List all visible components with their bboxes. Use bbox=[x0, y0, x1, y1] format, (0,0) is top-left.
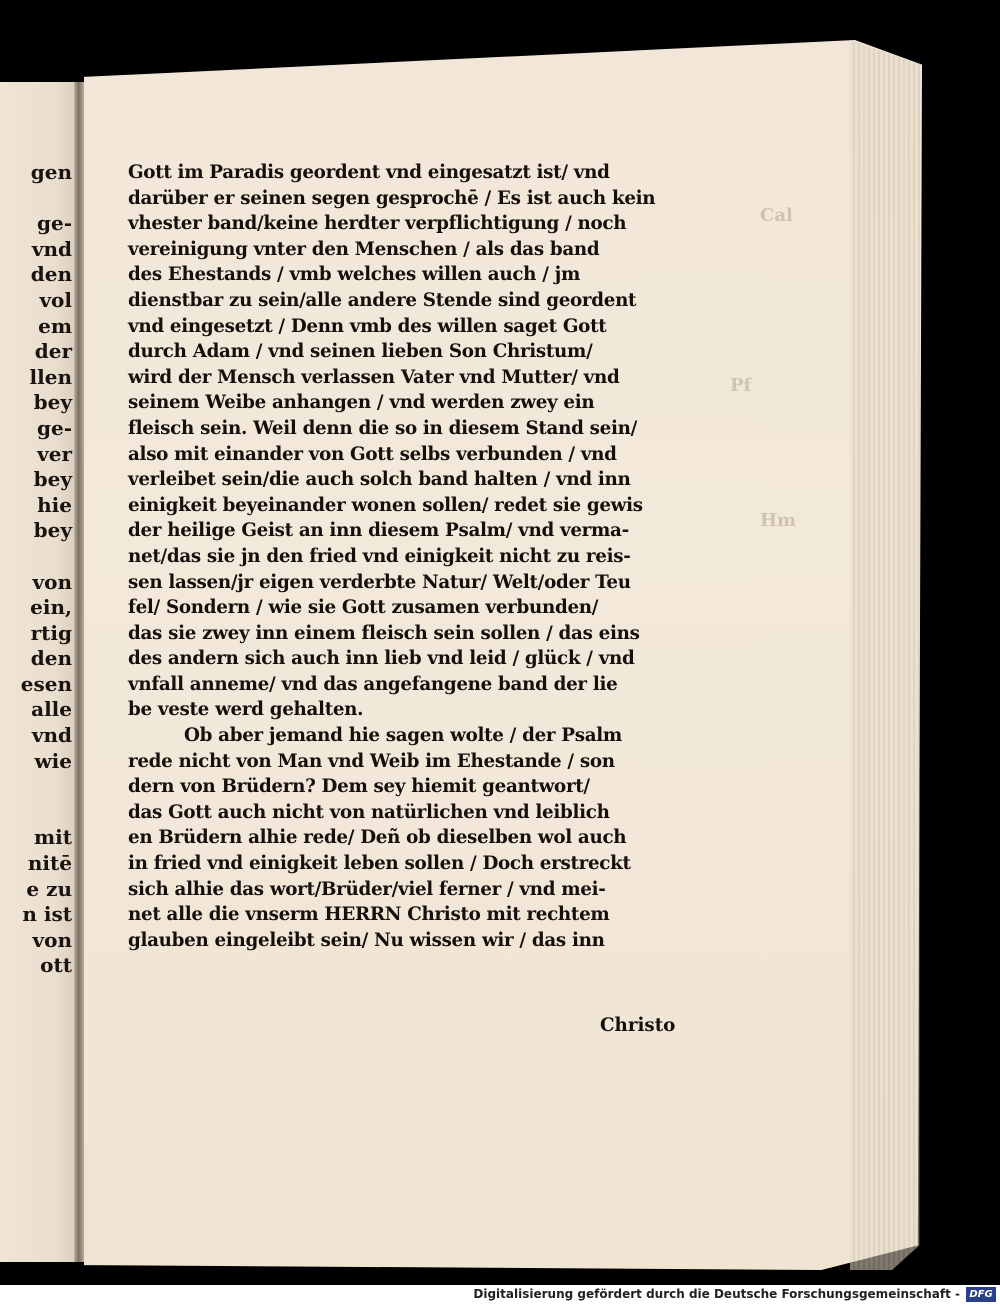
text-line: seinem Weibe anhangen / vnd werden zwey ein bbox=[128, 392, 595, 414]
text-line: des Ehestands / vmb welches willen auch / jm bbox=[128, 264, 580, 286]
text-line: rede nicht von Man vnd Weib im Ehestande / son bbox=[128, 750, 615, 772]
left-page-line bbox=[2, 186, 72, 212]
left-page-line: ott bbox=[40, 953, 72, 978]
left-page-line bbox=[2, 800, 72, 826]
text-line: in fried vnd einigkeit leben sollen / Doch erstreckt bbox=[128, 853, 631, 875]
left-page-line: bey bbox=[33, 390, 72, 415]
left-page-line: nitē bbox=[27, 851, 72, 876]
text-line: durch Adam / vnd seinen lieben Son Christum/ bbox=[128, 341, 593, 363]
left-page-line bbox=[2, 544, 72, 570]
left-page-line: esen bbox=[20, 671, 72, 696]
left-page-line: wie bbox=[34, 748, 72, 773]
left-page-line: ein, bbox=[30, 595, 72, 620]
text-line: der heilige Geist an inn diesem Psalm/ vnd verma- bbox=[128, 520, 629, 542]
text-line: vnd eingesetzt / Denn vmb des willen saget Gott bbox=[128, 315, 607, 337]
text-line: sen lassen/jr eigen verderbte Natur/ Welt/oder Teu bbox=[128, 571, 631, 593]
book-gutter bbox=[74, 82, 84, 1262]
left-page-line: vnd bbox=[31, 723, 72, 748]
text-line: net alle die vnserm HERRN Christo mit rechtem bbox=[128, 904, 610, 926]
left-page-line: von bbox=[32, 569, 72, 594]
left-page-line: bey bbox=[33, 467, 72, 492]
left-page-line: llen bbox=[29, 364, 72, 389]
left-page-line: den bbox=[30, 262, 72, 287]
text-line: net/das sie jn den fried vnd einigkeit nicht zu reis- bbox=[128, 545, 631, 567]
text-line: also mit einander von Gott selbs verbunden / vnd bbox=[128, 443, 617, 465]
left-page-line: vol bbox=[39, 287, 72, 312]
show-through-text: Cal bbox=[760, 205, 793, 226]
left-page-line: hie bbox=[37, 492, 72, 517]
text-line: einigkeit beyeinander wonen sollen/ redet sie gewis bbox=[128, 494, 643, 516]
text-line: glauben eingeleibt sein/ Nu wissen wir / das inn bbox=[128, 929, 605, 951]
left-page-line: ge- bbox=[36, 211, 72, 236]
left-page-line: ge- bbox=[36, 415, 72, 440]
text-line: verleibet sein/die auch solch band halten / vnd inn bbox=[128, 469, 631, 491]
text-line: dienstbar zu sein/alle andere Stende sind geordent bbox=[128, 289, 637, 311]
left-page-line bbox=[2, 774, 72, 800]
text-line: fel/ Sondern / wie sie Gott zusamen verbunden/ bbox=[128, 597, 599, 619]
left-page-line: ver bbox=[37, 441, 72, 466]
text-line: des andern sich auch inn lieb vnd leid / glück / vnd bbox=[128, 648, 635, 670]
left-page-line: e zu bbox=[26, 876, 72, 901]
text-line: en Brüdern alhie rede/ Deñ ob dieselben wol auch bbox=[128, 827, 627, 849]
show-through-text: Hm bbox=[760, 510, 797, 531]
text-line: vnfall anneme/ vnd das angefangene band der lie bbox=[128, 673, 618, 695]
body-text bbox=[128, 160, 706, 953]
left-page-line: rtig bbox=[30, 620, 72, 645]
left-page-line: bey bbox=[33, 518, 72, 543]
text-line: dern von Brüdern? Dem sey hiemit geantwort/ bbox=[128, 776, 590, 798]
left-page-line: alle bbox=[31, 697, 72, 722]
text-line: darüber er seinen segen gesprochē / Es ist auch kein bbox=[128, 187, 656, 209]
text-line: fleisch sein. Weil denn die so in diesem Stand sein/ bbox=[128, 417, 637, 439]
text-line: vhester band/keine herdter verpflichtigung / noch bbox=[128, 213, 627, 235]
left-page-line: von bbox=[32, 927, 72, 952]
text-line: wird der Mensch verlassen Vater vnd Mutter/ vnd bbox=[128, 366, 620, 388]
text-line: Gott im Paradis geordent vnd eingesatzt ist/ vnd bbox=[128, 162, 610, 183]
show-through-text: Pf bbox=[730, 375, 752, 396]
left-page-line: den bbox=[30, 646, 72, 671]
text-line: Ob aber jemand hie sagen wolte / der Psalm bbox=[184, 725, 622, 747]
text-line: das sie zwey inn einem fleisch sein sollen / das eins bbox=[128, 622, 640, 644]
left-page-text bbox=[2, 160, 72, 979]
footer-credit: Digitalisierung gefördert durch die Deutsche Forschungsgemeinschaft - bbox=[473, 1287, 960, 1301]
left-page-line: n ist bbox=[22, 902, 72, 927]
dfg-logo: DFG bbox=[966, 1287, 996, 1302]
left-page-line: der bbox=[34, 339, 72, 364]
text-line: das Gott auch nicht von natürlichen vnd leiblich bbox=[128, 801, 610, 823]
left-page-line: em bbox=[38, 313, 72, 338]
left-page-line: vnd bbox=[31, 236, 72, 261]
digitization-footer bbox=[0, 1285, 1000, 1305]
left-page-line: gen bbox=[30, 160, 72, 184]
text-line: sich alhie das wort/Brüder/viel ferner / vnd mei- bbox=[128, 878, 606, 900]
left-page-line: mit bbox=[34, 825, 72, 850]
text-line: be veste werd gehalten. bbox=[128, 699, 364, 721]
page-edge bbox=[850, 40, 920, 1270]
text-line: vereinigung vnter den Menschen / als das band bbox=[128, 238, 600, 260]
catchword: Christo bbox=[600, 1015, 676, 1036]
